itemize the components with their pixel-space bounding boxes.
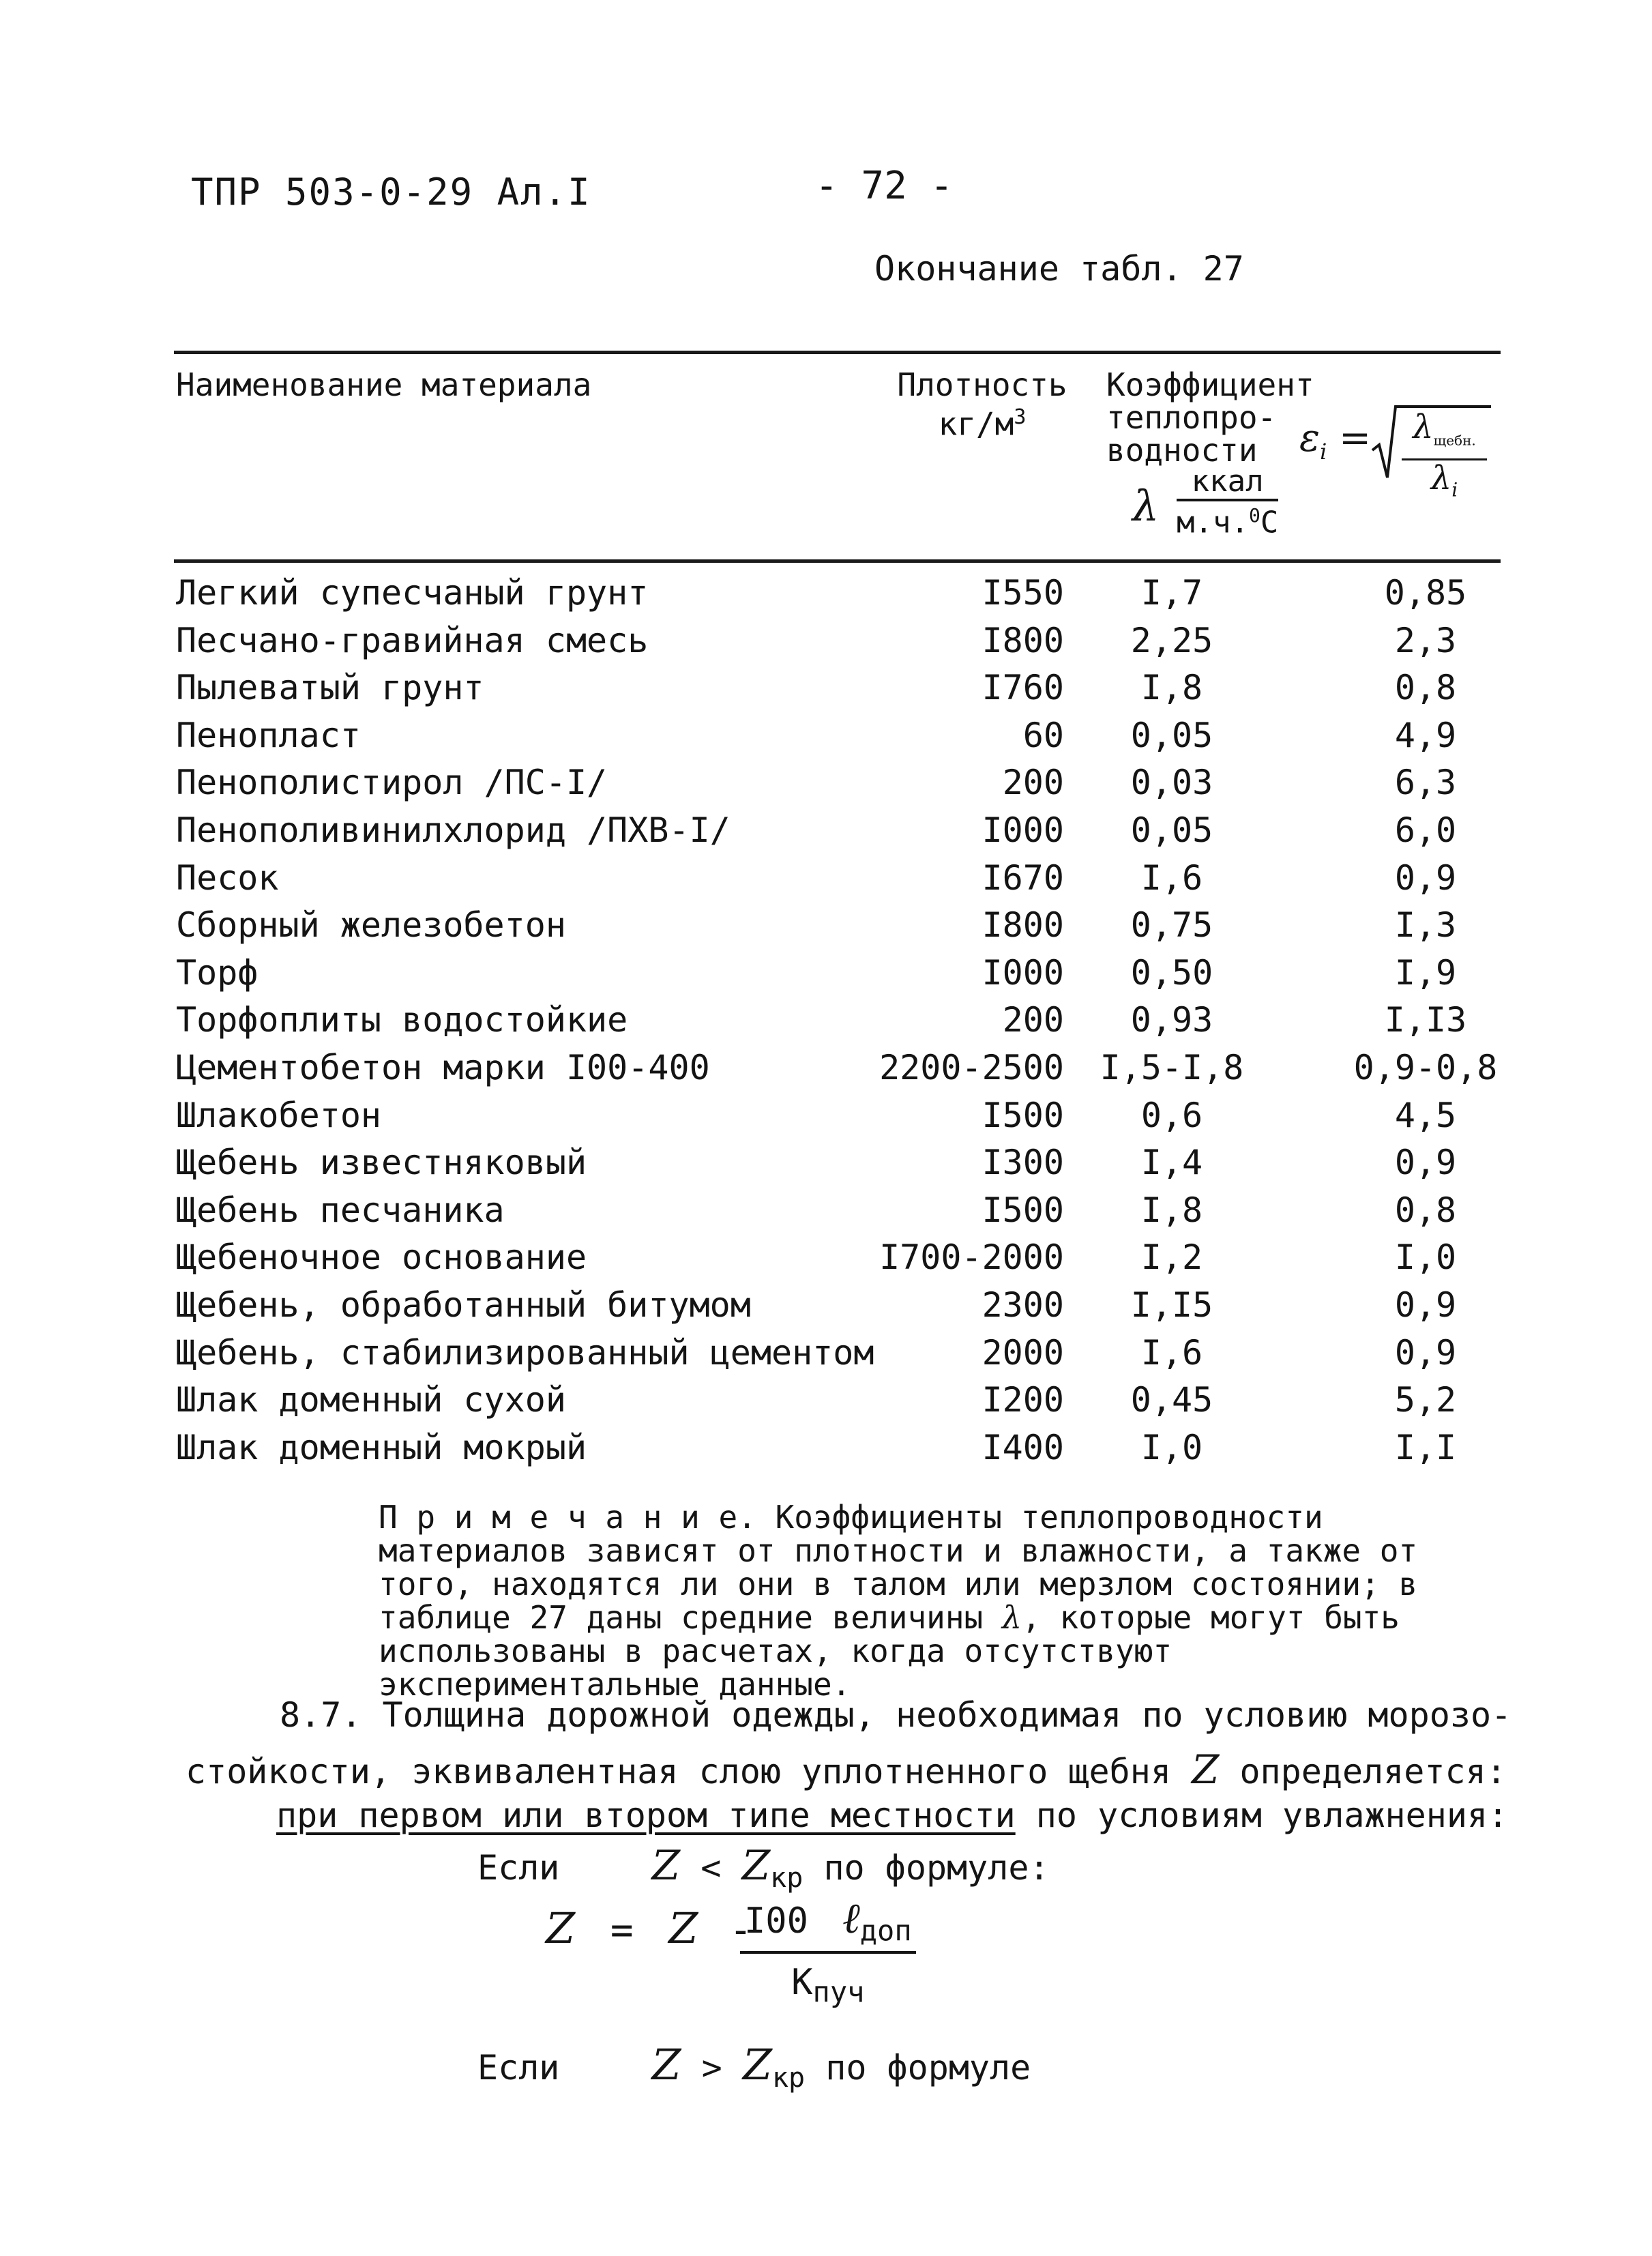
conductivity-value: 2,25 [1130,621,1213,660]
density-value: 200 [1002,1000,1064,1040]
section-8-7-line2: стойкости, эквивалентная слою уплотненного щебня Z определяется: [186,1746,1507,1793]
epsilon-value: 5,2 [1394,1380,1457,1420]
epsilon-fraction: $\lambda_{щебн.}$ $\lambda_i$ [1402,409,1487,508]
epsilon-value: I,0 [1394,1237,1457,1277]
density-value: I550 [982,573,1064,613]
table-row [0,1237,1652,1285]
material-name: Шлак доменный мокрый [176,1428,587,1467]
table-row [0,858,1652,906]
conductivity-value: I,I5 [1130,1285,1213,1325]
density-value: I300 [982,1143,1064,1182]
page-number: - 72 - [815,164,954,208]
density-unit: $кг/м^3$ [938,405,1027,443]
conductivity-value: 0,50 [1130,953,1213,993]
column-header-conductivity: Коэффициент теплопро- водности [1106,366,1314,469]
column-header-name: Наименование материала [176,366,592,403]
conductivity-unit-denominator: м.ч.$^0$С [1177,504,1279,540]
document-code: ТПР 503-0-29 Ал.I [191,171,591,214]
conductivity-value: I,6 [1140,858,1203,898]
table-row [0,668,1652,716]
density-value: I800 [982,905,1064,945]
conductivity-value: 0,93 [1130,1000,1213,1040]
table-row [0,1333,1652,1381]
material-name: Щебень, стабилизированный цементом [176,1333,874,1373]
density-value: I400 [982,1428,1064,1467]
material-name: Пенополивинилхлорид /ПХВ-I/ [176,810,731,850]
epsilon-value: 0,9 [1394,1285,1457,1325]
conductivity-value: I,8 [1140,1190,1203,1230]
density-value: I670 [982,858,1064,898]
note-label: П р и м е ч а н и е. [379,1499,756,1536]
epsilon-value: 4,9 [1394,716,1457,755]
conductivity-value: I,4 [1140,1143,1203,1182]
table-row [0,763,1652,810]
material-name: Песчано-гравийная смесь [176,621,649,660]
conductivity-unit-numerator: ккал [1177,464,1278,501]
section-8-7-line1: 8.7. Толщина дорожной одежды, необходимая по условию морозо- [280,1695,1512,1735]
epsilon-value: I,I3 [1384,1000,1467,1040]
column-header-density [894,366,1071,443]
epsilon-value: 0,85 [1384,573,1467,613]
material-name: Пылеватый грунт [176,668,484,707]
material-name: Торфоплиты водостойкие [176,1000,628,1040]
table-row [0,1428,1652,1476]
conductivity-value: I,7 [1140,573,1203,613]
epsilon-value: 4,5 [1394,1096,1457,1135]
density-value: I200 [982,1380,1064,1420]
material-name: Пеноплаcт [176,716,361,755]
density-value: 2200-2500 [879,1048,1064,1087]
lambda-symbol: λ [1001,1599,1022,1636]
conductivity-value: I,0 [1140,1428,1203,1467]
epsilon-value: 2,3 [1394,621,1457,660]
conductivity-value: 0,75 [1130,905,1213,945]
table-caption: Окончание табл. 27 [874,249,1244,289]
table-row [0,573,1652,621]
material-name: Шлак доменный сухой [176,1380,566,1420]
material-name: Песок [176,858,279,898]
terrain-type-phrase: при первом или втором типе местности [276,1796,1016,1835]
density-value: I760 [982,668,1064,707]
thickness-formula: Z = Z - [546,1903,752,1953]
table-row [0,1096,1652,1143]
epsilon-value: 0,9 [1394,858,1457,898]
epsilon-value: I,I [1394,1428,1457,1467]
table-row [0,1143,1652,1190]
table-row [0,1048,1652,1096]
material-name: Щебень, обработанный битумом [176,1285,751,1325]
material-name: Пенополистирол /ПС-I/ [176,763,608,802]
conductivity-value: I,8 [1140,668,1203,707]
table-row [0,621,1652,669]
conductivity-value: 0,45 [1130,1380,1213,1420]
table-row [0,905,1652,953]
table-note: П р и м е ч а н и е. Коэффициенты теплопроводности материалов зависят от плотности и влажности, а также от того, находятся ли они в талом или мерзлом состоянии; в таблице 27 даны средние величины λ, которые могут быть использованы в расчетах, когда отсутствуют экспериментальные данные. [379,1499,1418,1703]
material-name: Шлакобетон [176,1096,382,1135]
condition-less: Если $Z < Z_{кр}$ по формуле: [477,1842,1050,1894]
epsilon-value: 0,8 [1394,1190,1457,1230]
material-name: Цементобетон марки I00-400 [176,1048,710,1087]
epsilon-value: 0,9 [1394,1333,1457,1373]
density-value: 60 [1022,716,1064,755]
conductivity-value: 0,05 [1130,716,1213,755]
density-label: Плотность [897,366,1067,403]
density-value: 2000 [982,1333,1064,1373]
formula-fraction: I00 ℓ$_{доп}$ $К_{пуч}$ [740,1893,916,2009]
density-value: 2300 [982,1285,1064,1325]
condition-greater: Если $Z > Z_{кр}$ по формуле [477,2040,1031,2094]
density-value: I000 [982,953,1064,993]
table-row [0,1285,1652,1333]
table-row [0,810,1652,858]
material-name: Торф [176,953,259,993]
lambda-symbol: λ [1132,481,1160,531]
table-row [0,1380,1652,1428]
section-8-7-line3: при первом или втором типе местности по условиям увлажнения: [276,1796,1509,1835]
epsilon-value: I,3 [1394,905,1457,945]
conductivity-value: I,5-I,8 [1100,1048,1244,1087]
conductivity-value: I,2 [1140,1237,1203,1277]
table-row [0,1000,1652,1048]
conductivity-value: 0,6 [1140,1096,1203,1135]
material-name: Щебеночное основание [176,1237,587,1277]
epsilon-value: 6,0 [1394,810,1457,850]
table-top-rule [174,351,1501,354]
material-name: Сборный железобетон [176,905,566,945]
table-header-rule [174,559,1501,563]
density-value: I500 [982,1190,1064,1230]
epsilon-value: 0,9 [1394,1143,1457,1182]
density-value: I500 [982,1096,1064,1135]
material-name: Щебень песчаника [176,1190,505,1230]
table-row [0,716,1652,763]
conductivity-unit [1177,464,1278,540]
material-name: Легкий супесчаный грунт [176,573,649,613]
material-name: Щебень известняковый [176,1143,587,1182]
density-value: I700-2000 [879,1237,1064,1277]
conductivity-value: I,6 [1140,1333,1203,1373]
density-value: 200 [1002,763,1064,802]
table-row [0,953,1652,1001]
epsilon-value: 6,3 [1394,763,1457,802]
conductivity-value: 0,03 [1130,763,1213,802]
density-value: I000 [982,810,1064,850]
epsilon-value: I,9 [1394,953,1457,993]
density-value: I800 [982,621,1064,660]
conductivity-value: 0,05 [1130,810,1213,850]
table-row [0,1190,1652,1238]
epsilon-value: 0,8 [1394,668,1457,707]
epsilon-formula: $\varepsilon_i$ = [1299,416,1372,465]
epsilon-value: 0,9-0,8 [1353,1048,1498,1087]
